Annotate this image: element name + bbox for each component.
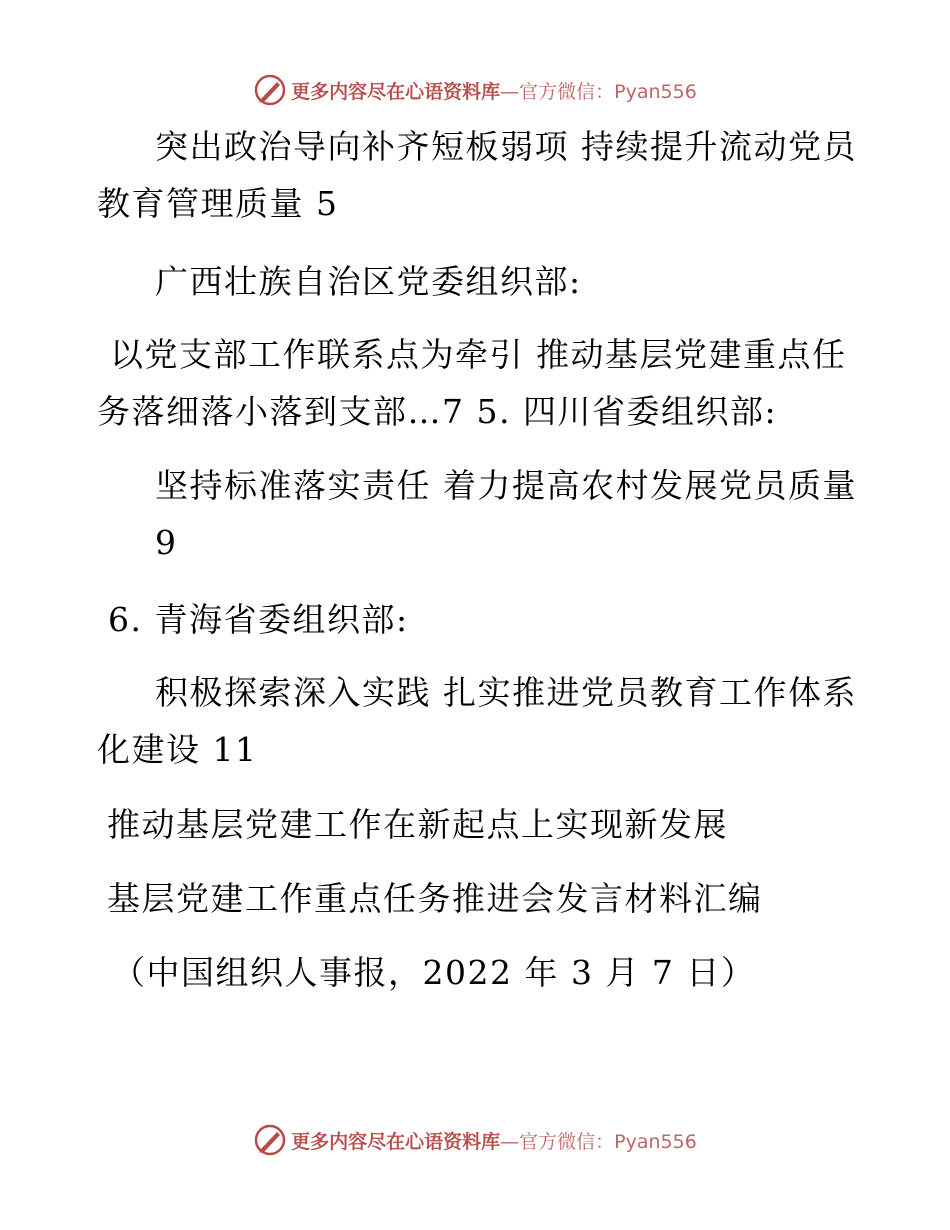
toc-line-1: 突出政治导向补齐短板弱项 持续提升流动党员: [155, 127, 857, 166]
subtitle-line: 推动基层党建工作在新起点上实现新发展: [107, 805, 728, 844]
watermark-contact: 官方微信：Pyan556: [519, 80, 697, 103]
watermark-main: 更多内容尽在心语资料库: [291, 80, 501, 103]
watermark-text: [291, 77, 697, 104]
watermark-sep: —: [500, 80, 520, 103]
footer-watermark: [0, 1120, 950, 1160]
toc-line-7: 9: [155, 523, 178, 562]
toc-line-10: 化建设 11: [97, 730, 258, 769]
toc-line-2: 教育管理质量 5: [97, 184, 339, 223]
watermark-sep: —: [500, 1130, 520, 1153]
watermark-contact: 官方微信：Pyan556: [519, 1130, 697, 1153]
title-line: 基层党建工作重点任务推进会发言材料汇编: [107, 879, 763, 918]
toc-line-5: 务落细落小落到支部…7 5. 四川省委组织部:: [97, 392, 778, 431]
header-watermark: [0, 70, 950, 110]
toc-line-6: 坚持标准落实责任 着力提高农村发展党员质量: [155, 466, 857, 505]
pen-logo-icon: [253, 73, 287, 107]
toc-line-4: 以党支部工作联系点为牵引 推动基层党建重点任: [110, 335, 847, 374]
toc-line-8: 6. 青海省委组织部:: [108, 600, 409, 639]
pen-logo-icon: [253, 1123, 287, 1157]
source-line: （中国组织人事报，2022 年 3 月 7 日）: [112, 953, 756, 992]
watermark-text: [291, 1127, 697, 1154]
watermark-main: 更多内容尽在心语资料库: [291, 1130, 501, 1153]
toc-line-3: 广西壮族自治区党委组织部:: [155, 262, 582, 301]
toc-line-9: 积极探索深入实践 扎实推进党员教育工作体系: [155, 673, 857, 712]
